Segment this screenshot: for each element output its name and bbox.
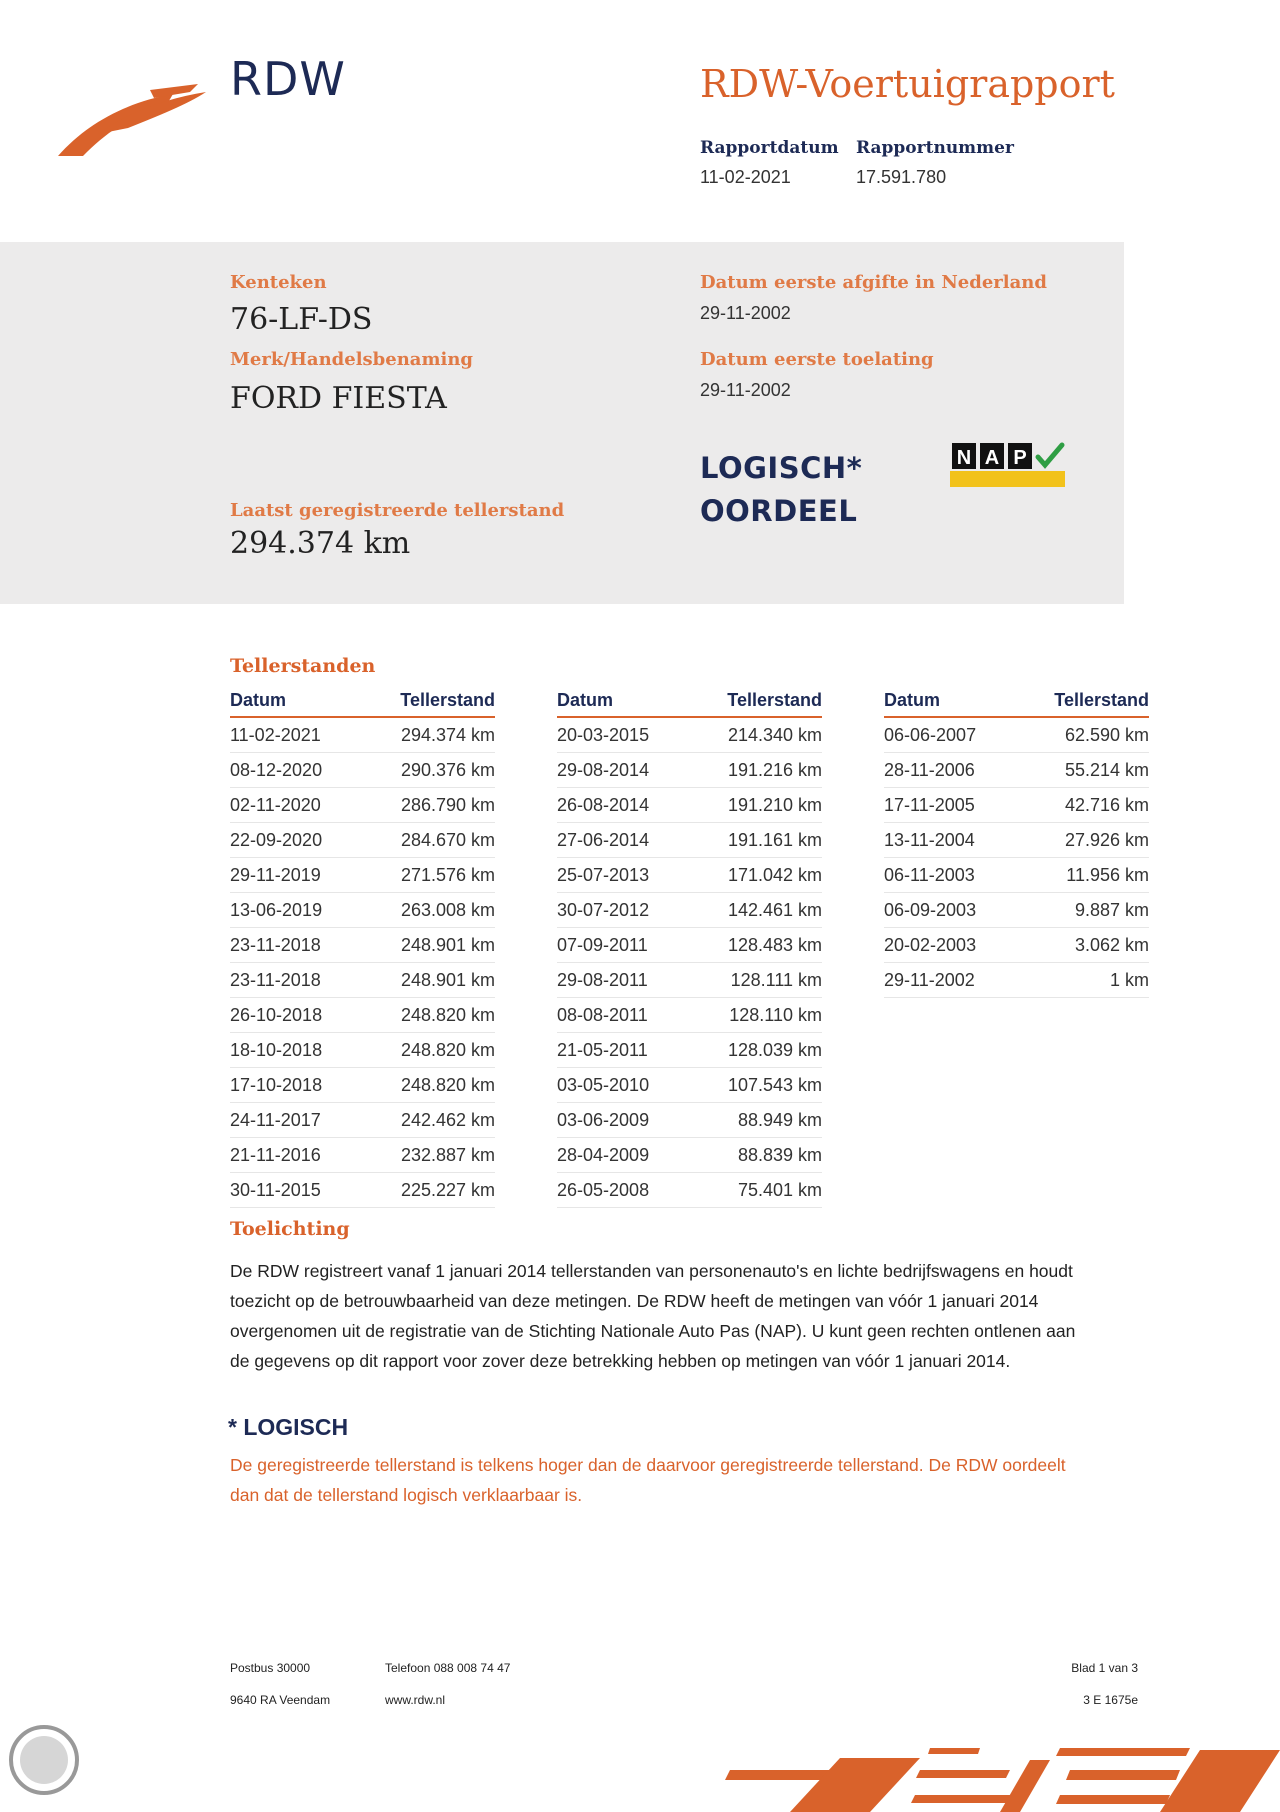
reading-date: 08-12-2020 — [230, 760, 323, 780]
reading-date: 28-04-2009 — [557, 1145, 650, 1165]
reading-date: 17-10-2018 — [230, 1075, 323, 1095]
table-row — [884, 928, 1149, 963]
explanation-title: Toelichting — [230, 1218, 350, 1240]
reading-value: 263.008 km — [400, 900, 495, 920]
col-header-date: Datum — [230, 690, 287, 710]
table-row — [230, 823, 495, 858]
table-row — [230, 998, 495, 1033]
reading-date: 30-11-2015 — [230, 1180, 321, 1200]
reading-date: 20-02-2003 — [884, 935, 977, 955]
reading-value: 128.483 km — [727, 935, 822, 955]
col-header-date: Datum — [884, 690, 941, 710]
table-row — [230, 858, 495, 893]
table-row — [884, 753, 1149, 788]
col-header-value: Tellerstand — [727, 690, 822, 710]
kenteken-value: 76-LF-DS — [230, 302, 373, 337]
table-row — [884, 963, 1149, 998]
reading-value: 11.956 km — [1066, 865, 1149, 885]
readings-table-1 — [230, 690, 495, 1208]
tellerstand-label: Laatst geregistreerde tellerstand — [230, 500, 565, 521]
panel-notch — [0, 578, 160, 606]
reading-date: 27-06-2014 — [557, 830, 650, 850]
logo-text: RDW — [230, 52, 346, 106]
reading-value: 88.949 km — [737, 1110, 822, 1130]
table-row — [230, 928, 495, 963]
reading-value: 225.227 km — [400, 1180, 495, 1200]
reading-date: 02-11-2020 — [230, 795, 321, 815]
reading-date: 23-11-2018 — [230, 935, 321, 955]
reading-date: 29-08-2014 — [557, 760, 650, 780]
reading-value: 191.161 km — [727, 830, 822, 850]
explanation-text: De RDW registreert vanaf 1 januari 2014 tellerstanden van personenauto's en lichte bedrijfswagens en houdt toezicht op de betrouwbaarheid van deze metingen. De RDW heeft de metingen van vóór 1 januari 2014 overgenomen uit de registratie van de Stichting Nationale Auto Pas (NAP). U kunt geen rechten ontlenen aan de gegevens op dit rapport voor zover deze betrekking hebben op metingen van vóór 1 januari 2014. — [230, 1261, 1076, 1371]
reading-date: 29-08-2011 — [557, 970, 648, 990]
reading-date: 26-10-2018 — [230, 1005, 323, 1025]
rapportdatum-label: Rapportdatum — [700, 138, 839, 158]
table-row — [557, 963, 822, 998]
footer-postbus: Postbus 30000 — [230, 1661, 311, 1675]
reading-value: 75.401 km — [737, 1180, 822, 1200]
reading-date: 17-11-2005 — [884, 795, 975, 815]
nap-letter: A — [984, 447, 1000, 469]
reading-value: 248.820 km — [400, 1040, 495, 1060]
table-row — [230, 1068, 495, 1103]
merk-label: Merk/Handelsbenaming — [230, 349, 474, 370]
table-row — [230, 1103, 495, 1138]
kenteken-label: Kenteken — [230, 272, 327, 293]
reading-date: 21-05-2011 — [557, 1040, 648, 1060]
readings-title: Tellerstanden — [230, 655, 376, 677]
table-row — [557, 928, 822, 963]
reading-date: 30-07-2012 — [557, 900, 650, 920]
table-row — [884, 788, 1149, 823]
toelating-label: Datum eerste toelating — [700, 349, 934, 370]
logisch-text: De geregistreerde tellerstand is telkens hoger dan de daarvoor geregistreerde tellerstand. De RDW oordeelt dan dat de tellerstand logisch verklaarbaar is. — [230, 1455, 1066, 1505]
nap-letter: N — [956, 447, 972, 469]
table-row — [557, 1033, 822, 1068]
reading-value: 191.210 km — [727, 795, 822, 815]
table-row — [557, 1173, 822, 1208]
reading-value: 242.462 km — [400, 1110, 495, 1130]
table-row — [557, 718, 822, 753]
reading-date: 20-03-2015 — [557, 725, 650, 745]
rdw-stripe-icon — [720, 1740, 1280, 1812]
reading-date: 24-11-2017 — [230, 1110, 321, 1130]
rapportnummer-label: Rapportnummer — [856, 138, 1014, 158]
table-row — [557, 998, 822, 1033]
table-row — [557, 893, 822, 928]
reading-value: 3.062 km — [1074, 935, 1149, 955]
reading-value: 42.716 km — [1064, 795, 1149, 815]
reading-value: 248.820 km — [400, 1005, 495, 1025]
reading-date: 29-11-2019 — [230, 865, 321, 885]
reading-date: 11-02-2021 — [230, 725, 321, 745]
footer-website[interactable]: www.rdw.nl — [385, 1693, 446, 1707]
nap-letter: P — [1013, 447, 1027, 469]
table-row — [230, 753, 495, 788]
reading-date: 23-11-2018 — [230, 970, 321, 990]
reading-value: 248.820 km — [400, 1075, 495, 1095]
reading-date: 13-11-2004 — [884, 830, 975, 850]
table-row — [230, 1033, 495, 1068]
table-row — [884, 893, 1149, 928]
footer-blad: Blad 1 van 3 — [1071, 1661, 1138, 1675]
table-header — [230, 690, 495, 718]
reading-value: 191.216 km — [727, 760, 822, 780]
merk-value: FORD FIESTA — [230, 381, 447, 416]
col-header-value: Tellerstand — [1054, 690, 1149, 710]
table-row — [557, 1068, 822, 1103]
table-row — [230, 893, 495, 928]
table-row — [230, 1173, 495, 1208]
col-header-value: Tellerstand — [400, 690, 495, 710]
reading-value: 107.543 km — [727, 1075, 822, 1095]
table-row — [884, 823, 1149, 858]
reading-date: 03-06-2009 — [557, 1110, 650, 1130]
reading-date: 13-06-2019 — [230, 900, 323, 920]
table-row — [230, 963, 495, 998]
tellerstand-value: 294.374 km — [230, 526, 411, 561]
reading-date: 18-10-2018 — [230, 1040, 323, 1060]
verdict-line2: OORDEEL — [700, 494, 858, 528]
table-row — [557, 1103, 822, 1138]
reading-value: 142.461 km — [727, 900, 822, 920]
reading-date: 06-09-2003 — [884, 900, 977, 920]
verdict-line1: LOGISCH* — [700, 451, 863, 485]
reading-date: 28-11-2006 — [884, 760, 975, 780]
table-row — [557, 1138, 822, 1173]
table-row — [557, 788, 822, 823]
reading-date: 26-08-2014 — [557, 795, 650, 815]
toelating-value: 29-11-2002 — [700, 380, 791, 400]
report-title: RDW-Voertuigrapport — [700, 62, 1115, 106]
reading-date: 21-11-2016 — [230, 1145, 321, 1165]
nap-badge-icon — [950, 441, 1065, 489]
footer-code: 3 E 1675e — [1083, 1693, 1138, 1707]
readings-table-2 — [557, 690, 822, 1208]
table-row — [557, 858, 822, 893]
readings-table-3 — [884, 690, 1149, 998]
reading-value: 286.790 km — [400, 795, 495, 815]
table-row — [230, 788, 495, 823]
logisch-title: * LOGISCH — [228, 1414, 349, 1440]
reading-value: 55.214 km — [1064, 760, 1149, 780]
table-header — [557, 690, 822, 718]
reading-value: 128.111 km — [730, 970, 822, 990]
reading-date: 03-05-2010 — [557, 1075, 650, 1095]
reading-value: 271.576 km — [400, 865, 495, 885]
reading-value: 294.374 km — [400, 725, 495, 745]
reading-value: 214.340 km — [727, 725, 822, 745]
reading-value: 62.590 km — [1064, 725, 1149, 745]
reading-value: 171.042 km — [727, 865, 822, 885]
reading-date: 07-09-2011 — [557, 935, 648, 955]
table-row — [884, 858, 1149, 893]
reading-value: 128.039 km — [727, 1040, 822, 1060]
reading-date: 06-11-2003 — [884, 865, 975, 885]
afgifte-value: 29-11-2002 — [700, 303, 791, 323]
reading-value: 284.670 km — [400, 830, 495, 850]
reading-date: 08-08-2011 — [557, 1005, 648, 1025]
footer-address: 9640 RA Veendam — [230, 1693, 331, 1707]
col-header-date: Datum — [557, 690, 614, 710]
reading-date: 29-11-2002 — [884, 970, 975, 990]
footer-telefoon: Telefoon 088 008 74 47 — [385, 1661, 511, 1675]
reading-value: 290.376 km — [400, 760, 495, 780]
vehicle-panel — [0, 242, 1124, 604]
reading-value: 88.839 km — [737, 1145, 822, 1165]
reading-value: 27.926 km — [1064, 830, 1149, 850]
reading-value: 128.110 km — [729, 1005, 822, 1025]
table-header — [884, 690, 1149, 718]
table-row — [230, 1138, 495, 1173]
reading-value: 232.887 km — [400, 1145, 495, 1165]
reading-date: 26-05-2008 — [557, 1180, 650, 1200]
table-row — [557, 823, 822, 858]
rapportdatum-value: 11-02-2021 — [700, 167, 791, 187]
afgifte-label: Datum eerste afgifte in Nederland — [700, 272, 1047, 293]
corner-seal-icon — [4, 1720, 84, 1800]
reading-value: 248.901 km — [400, 970, 495, 990]
table-row — [884, 718, 1149, 753]
reading-date: 22-09-2020 — [230, 830, 323, 850]
reading-value: 248.901 km — [400, 935, 495, 955]
reading-value: 1 km — [1109, 970, 1149, 990]
table-row — [230, 718, 495, 753]
rdw-logo-icon — [58, 82, 208, 162]
reading-value: 9.887 km — [1074, 900, 1149, 920]
reading-date: 06-06-2007 — [884, 725, 977, 745]
rapportnummer-value: 17.591.780 — [856, 167, 947, 187]
reading-date: 25-07-2013 — [557, 865, 650, 885]
table-row — [557, 753, 822, 788]
